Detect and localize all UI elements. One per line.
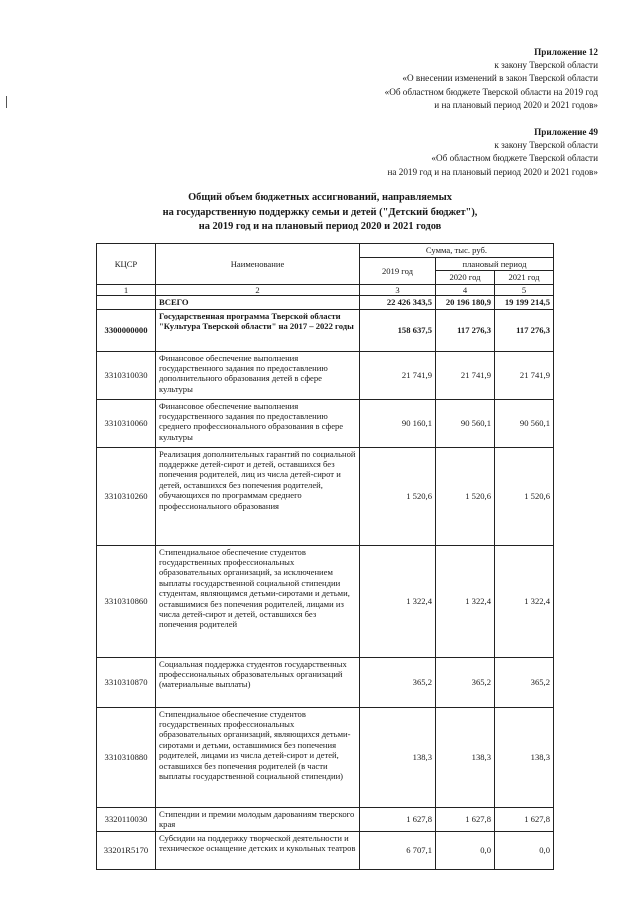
- row-2019: 90 160,1: [360, 399, 436, 447]
- appendix-12-line: к закону Тверской области: [494, 60, 598, 71]
- row-code: 3310310860: [97, 545, 156, 657]
- table-row: [97, 707, 554, 807]
- table-row: [97, 351, 554, 399]
- row-2019: 22 426 343,5: [360, 296, 436, 309]
- row-name: Стипендиальное обеспечение студентов государственных профессиональных образовательных организаций, за исключением выплаты государственной социальной стипендии студентам, являющимся детьми-сиротами и детьми, оставшимися без попечения родителей, лицами из числа детей-сирот и детей, оставшихся без попечения родителей: [156, 545, 360, 657]
- row-code: [97, 296, 156, 309]
- row-2021: 117 276,3: [495, 309, 554, 351]
- row-2021: 1 322,4: [495, 545, 554, 657]
- budget-table: [96, 243, 554, 870]
- table-row: [97, 807, 554, 831]
- table-row: [97, 399, 554, 447]
- row-2020: 365,2: [436, 657, 495, 707]
- column-number: 1: [97, 284, 156, 295]
- row-name: Финансовое обеспечение выполнения государственного задания по предоставлению дополнительного образования детей в сфере культуры: [156, 351, 360, 399]
- appendix-12-line: «О внесении изменений в закон Тверской области: [402, 73, 598, 84]
- document-title: [100, 191, 540, 235]
- row-name: Государственная программа Тверской области "Культура Тверской области" на 2017 – 2022 годы: [156, 309, 360, 351]
- row-name: Финансовое обеспечение выполнения государственного задания по предоставлению среднего профессионального образования в сфере культуры: [156, 399, 360, 447]
- row-name: Реализация дополнительных гарантий по социальной поддержке детей-сирот и детей, оставшихся без попечения родителей, лиц из числа детей-сирот и детей, оставшихся без попечения родителей, обучающихся по программам среднего профессионального образования: [156, 447, 360, 545]
- table-row-total: [97, 296, 554, 309]
- appendix-49-header: [387, 126, 598, 179]
- row-code: 3310310060: [97, 399, 156, 447]
- appendix-49-line: на 2019 год и на плановый период 2020 и 2021 годов»: [387, 166, 598, 177]
- appendix-49-line: «Об областном бюджете Тверской области: [431, 153, 598, 164]
- row-2021: 1 627,8: [495, 807, 554, 831]
- table-row: [97, 657, 554, 707]
- row-2019: 1 520,6: [360, 447, 436, 545]
- row-2021: 0,0: [495, 831, 554, 869]
- row-2020: 117 276,3: [436, 309, 495, 351]
- row-2020: 0,0: [436, 831, 495, 869]
- header-2019: 2019 год: [360, 258, 436, 285]
- column-number: 2: [156, 284, 360, 295]
- appendix-49-title: Приложение 49: [534, 127, 598, 137]
- table-row: [97, 831, 554, 869]
- appendix-12-line: «Об областном бюджете Тверской области на 2019 год: [384, 86, 598, 97]
- appendix-49-line: к закону Тверской области: [494, 140, 598, 151]
- row-2020: 1 520,6: [436, 447, 495, 545]
- row-2020: 21 741,9: [436, 351, 495, 399]
- document-title-line: Общий объем бюджетных ассигнований, направляемых: [188, 192, 452, 203]
- margin-mark: [6, 96, 7, 108]
- table-row: [97, 447, 554, 545]
- row-code: 3310310880: [97, 707, 156, 807]
- column-number: 5: [495, 284, 554, 295]
- row-2019: 6 707,1: [360, 831, 436, 869]
- document-title-line: на 2019 год и на плановый период 2020 и 2021 годов: [198, 221, 442, 233]
- header-2020: 2020 год: [436, 271, 495, 284]
- row-code: 3320110030: [97, 807, 156, 831]
- row-2019: 1 322,4: [360, 545, 436, 657]
- row-2019: 365,2: [360, 657, 436, 707]
- row-2020: 138,3: [436, 707, 495, 807]
- row-2020: 90 560,1: [436, 399, 495, 447]
- column-number-row: [97, 284, 554, 295]
- row-2021: 90 560,1: [495, 399, 554, 447]
- row-code: 33201R5170: [97, 831, 156, 869]
- column-number: 3: [360, 284, 436, 295]
- appendix-12-line: и на плановый период 2020 и 2021 годов»: [434, 99, 598, 110]
- row-2021: 21 741,9: [495, 351, 554, 399]
- document-title-line: на государственную поддержку семьи и детей ("Детский бюджет"),: [162, 206, 478, 218]
- row-2020: 1 627,8: [436, 807, 495, 831]
- row-2021: 1 520,6: [495, 447, 554, 545]
- row-code: 3310310260: [97, 447, 156, 545]
- row-2020: 1 322,4: [436, 545, 495, 657]
- row-code: 3310310030: [97, 351, 156, 399]
- header-name: Наименование: [156, 244, 360, 285]
- appendix-12-title: Приложение 12: [534, 47, 598, 57]
- row-name: Стипендии и премии молодым дарованиям тверского края: [156, 807, 360, 831]
- row-2019: 21 741,9: [360, 351, 436, 399]
- row-2021: 138,3: [495, 707, 554, 807]
- row-2021: 19 199 214,5: [495, 296, 554, 309]
- header-2021: 2021 год: [495, 271, 554, 284]
- row-name: ВСЕГО: [156, 296, 360, 309]
- row-2019: 1 627,8: [360, 807, 436, 831]
- column-number: 4: [436, 284, 495, 295]
- row-name: Стипендиальное обеспечение студентов государственных профессиональных образовательных организаций, являющихся детьми-сиротами и детьми, оставшимися без попечения родителей, лицами из числа детей-сирот и детей, оставшихся без попечения родителей (в части выплаты государственной социальной стипендии): [156, 707, 360, 807]
- row-code: 3300000000: [97, 309, 156, 351]
- row-2020: 20 196 180,9: [436, 296, 495, 309]
- row-2019: 138,3: [360, 707, 436, 807]
- row-name: Субсидии на поддержку творческой деятельности и техническое оснащение детских и кукольных театров: [156, 831, 360, 869]
- appendix-12-header: [385, 46, 598, 112]
- table-row: [97, 545, 554, 657]
- row-name: Социальная поддержка студентов государственных профессиональных образовательных организаций (материальные выплаты): [156, 657, 360, 707]
- header-plan-period: плановый период: [436, 258, 554, 271]
- header-sum: Сумма, тыс. руб.: [360, 244, 554, 258]
- row-2021: 365,2: [495, 657, 554, 707]
- row-code: 3310310870: [97, 657, 156, 707]
- row-2019: 158 637,5: [360, 309, 436, 351]
- table-row: [97, 309, 554, 351]
- header-kcsr: КЦСР: [97, 244, 156, 285]
